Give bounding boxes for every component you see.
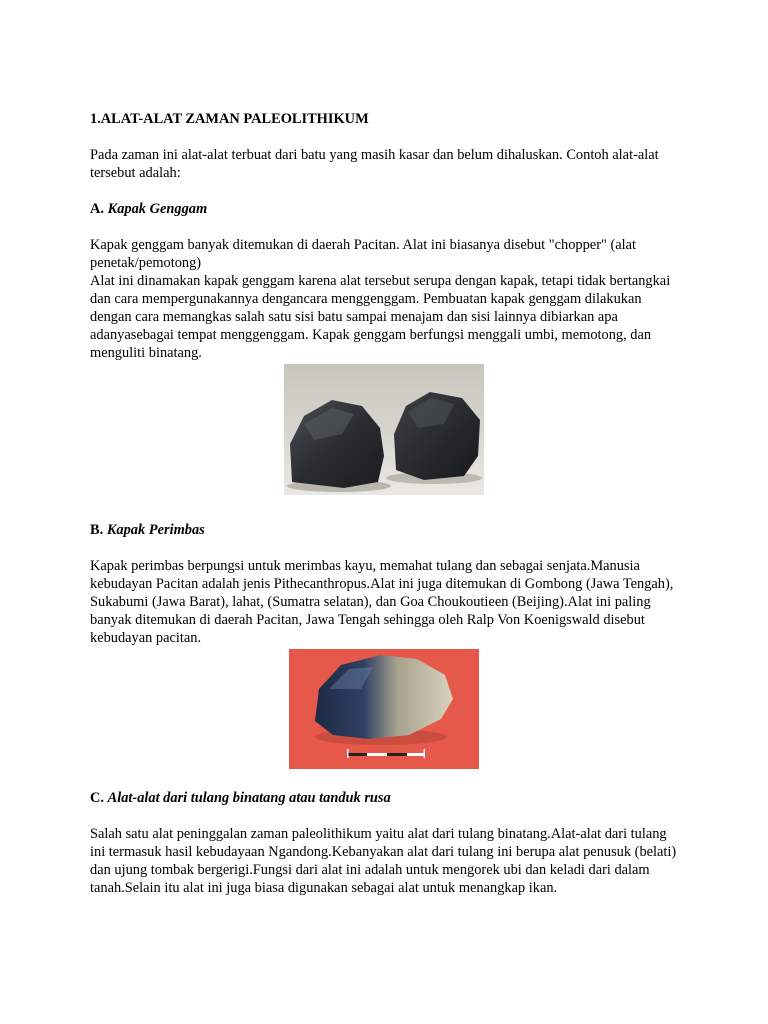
section-b-prefix: B. bbox=[90, 522, 104, 538]
document-page bbox=[90, 110, 680, 897]
kapak-perimbas-photo bbox=[289, 649, 479, 769]
section-c-paragraph-1: Salah satu alat peninggalan zaman paleolithikum yaitu alat dari tulang binatang.Alat-alat dari tulang ini termasuk hasil kebudayaan Ngandong.Kebanyakan alat dari tulang ini berupa alat penusuk (belati) dan ujung tombak bergerigi.Fungsi dari alat ini adalah untuk mengorek ubi dan keladi dari dalam tanah.Selain itu alat ini juga biasa digunakan sebagai alat untuk menangkap ikan. bbox=[90, 826, 677, 896]
kapak-genggam-photo bbox=[284, 364, 484, 495]
intro-paragraph: Pada zaman ini alat-alat terbuat dari batu yang masih kasar dan belum dihaluskan. Contoh alat-alat tersebut adalah: bbox=[90, 147, 659, 181]
section-c-title: Alat-alat dari tulang binatang atau tanduk rusa bbox=[107, 790, 391, 806]
document-title: 1.ALAT-ALAT ZAMAN PALEOLITHIKUM bbox=[90, 111, 369, 127]
section-a-heading bbox=[90, 200, 680, 218]
section-c-heading bbox=[90, 789, 680, 807]
section-a-title: Kapak Genggam bbox=[107, 201, 208, 217]
section-b-paragraph-1: Kapak perimbas berpungsi untuk merimbas kayu, memahat tulang dan sebagai senjata.Manusia kebudayan Pacitan adalah jenis Pithecanthropus.Alat ini juga ditemukan di Gombong (Jawa Tengah), Sukabumi (Jawa Barat), lahat, (Sumatra selatan), dan Goa Choukoutieen (Beijing).Alat ini paling banyak ditemukan di daerah Pacitan, Jawa Tengah sehingga oleh Ralp Von Koenigswald disebut kebudayan pacitan. bbox=[90, 558, 674, 646]
section-a-prefix: A. bbox=[90, 201, 104, 217]
section-a-paragraph-1: Kapak genggam banyak ditemukan di daerah Pacitan. Alat ini biasanya disebut "chopper" (alat penetak/pemotong) bbox=[90, 237, 637, 271]
section-b-heading bbox=[90, 521, 680, 539]
section-a-paragraph-2: Alat ini dinamakan kapak genggam karena alat tersebut serupa dengan kapak, tetapi tidak bertangkai dan cara mempergunakannya dengancara menggenggam. Pembuatan kapak genggam dilakukan dengan cara memangkas salah satu sisi batu sampai menajam dan sisi lainnya dibiarkan apa adanyasebagai tempat menggenggam. Kapak genggam berfungsi menggali umbi, memotong, dan menguliti binatang. bbox=[90, 273, 671, 361]
section-c-prefix: C. bbox=[90, 790, 104, 806]
section-b-title: Kapak Perimbas bbox=[106, 522, 205, 538]
